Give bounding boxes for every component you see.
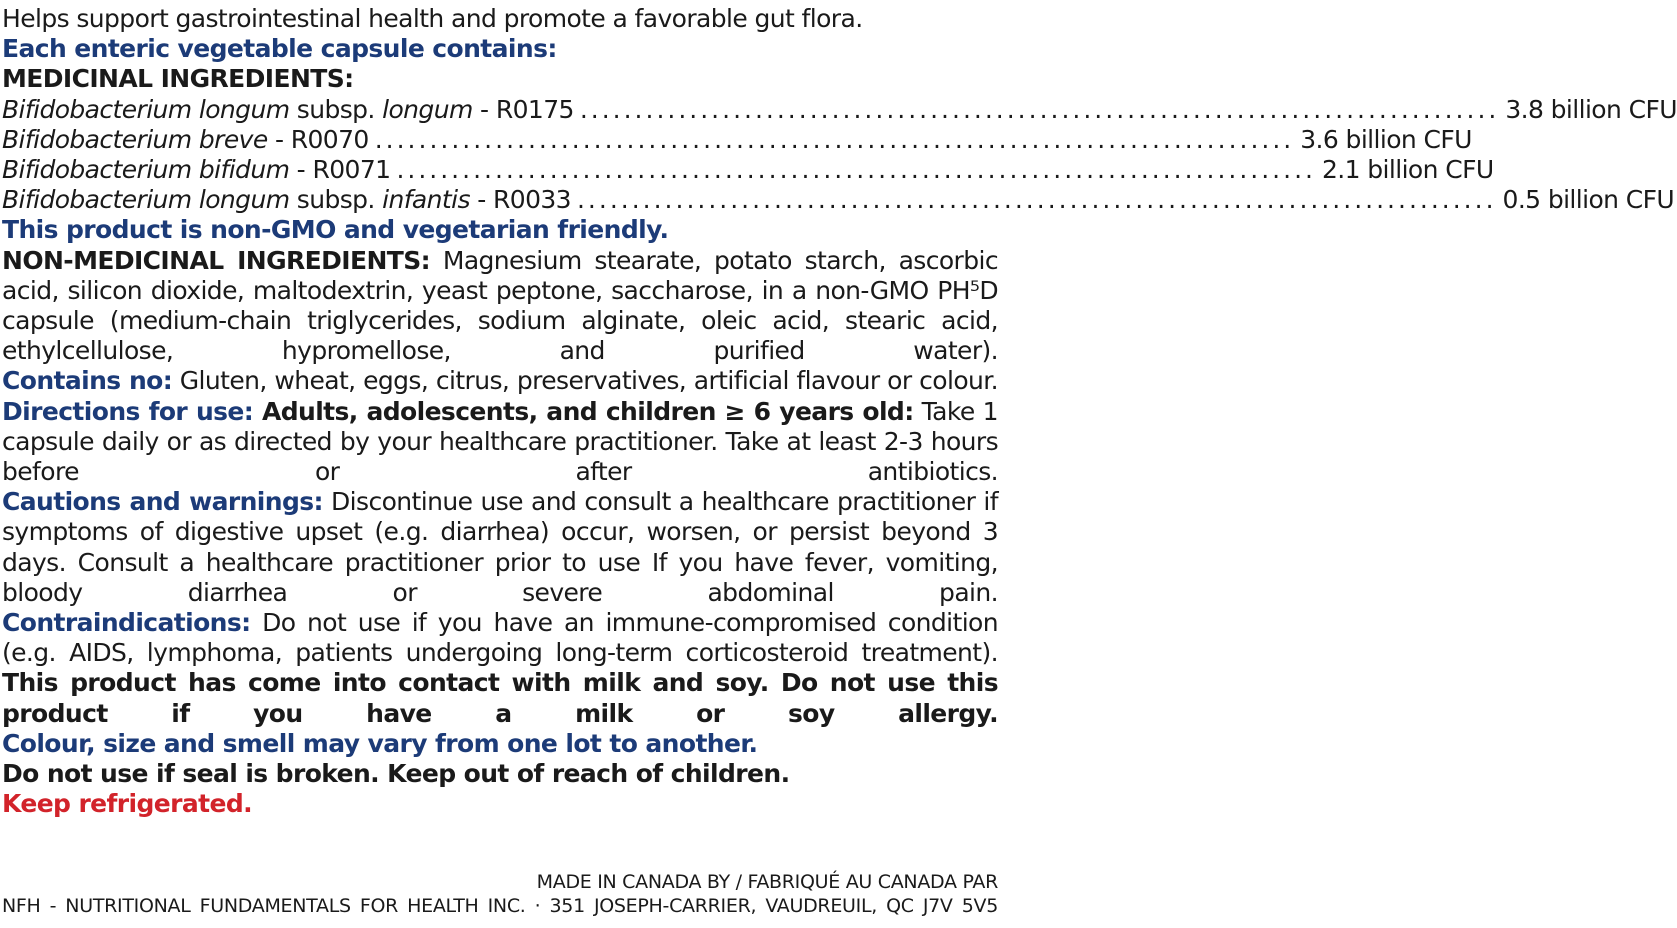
ingredient-row (2, 124, 1472, 155)
contraindications-text: Do not use if you have an immune-compromised condition (e.g. AIDS, lymphoma, patients undergoing long-term corticosteroid treatment). (2, 608, 998, 668)
capsule-heading: Each enteric vegetable capsule contains: (2, 34, 557, 64)
non-medicinal-ingredients (2, 246, 998, 367)
ingredient-row (2, 185, 1675, 215)
variation-statement: Colour, size and smell may vary from one lot to another. (2, 728, 758, 758)
ingredient-quantity: 3.6 billion CFU (1300, 124, 1472, 154)
ingredient-name: Bifidobacterium longum subsp. infantis - R0033 (2, 185, 571, 215)
cautions-text: Discontinue use and consult a healthcare practitioner if symptoms of digestive upset (e.g. diarrhea) occur, worsen, or persist beyond 3 days. Consult a healthcare practitioner prior to use If you have fever, vomiting, bloody diarrhea or severe abdominal pain. (2, 487, 998, 607)
ingredient-name: Bifidobacterium longum subsp. longum - R0175 (2, 94, 574, 124)
manufacturer-footer (2, 870, 998, 918)
medicinal-ingredients-heading: MEDICINAL INGREDIENTS: (2, 64, 354, 94)
non-gmo-statement: This product is non-GMO and vegetarian friendly. (2, 215, 669, 245)
directions-for-use (2, 397, 998, 488)
ingredient-quantity: 3.8 billion CFU (1505, 94, 1677, 124)
dot-leader: .................................................................................... (396, 155, 1316, 185)
ingredient-name: Bifidobacterium bifidum - R0071 (2, 155, 391, 185)
allergy-warning: This product has come into contact with milk and soy. Do not use this product if you have a milk or soy allergy. (2, 668, 998, 728)
ingredient-quantity: 0.5 billion CFU (1502, 185, 1675, 215)
dot-leader: .................................................................................... (576, 185, 1497, 215)
directions-text: Take 1 capsule daily or as directed by your healthcare practitioner. Take at least 2-3 hours before or after antibiotics. (2, 396, 998, 487)
contains-no-text: Gluten, wheat, eggs, citrus, preservatives, artificial flavour or colour. (172, 366, 998, 396)
cautions-and-warnings (2, 487, 998, 608)
product-label (2, 4, 1677, 819)
medicinal-ingredients-list (2, 94, 1677, 216)
ingredient-name: Bifidobacterium breve - R0070 (2, 124, 369, 154)
ingredient-quantity: 2.1 billion CFU (1321, 155, 1494, 185)
cautions-heading: Cautions and warnings: (2, 487, 323, 517)
dot-leader: .................................................................................... (579, 94, 1500, 124)
intro-text: Helps support gastrointestinal health and promote a favorable gut flora. (2, 4, 863, 33)
directions-heading: Directions for use: (2, 396, 254, 426)
contains-no-heading: Contains no: (2, 366, 173, 396)
dot-leader: .................................................................................... (374, 124, 1295, 154)
made-in-canada: MADE IN CANADA BY / FABRIQUÉ AU CANADA PAR (536, 871, 998, 893)
non-medicinal-text: Magnesium stearate, potato starch, ascorbic acid, silicon dioxide, maltodextrin, yeast peptone, saccharose, in a non-GMO PH⁵D capsule (medium-chain triglycerides, sodium alginate, oleic acid, stearic acid, ethylcellulose, hypromellose, and purified water). (2, 245, 999, 366)
ingredient-row (2, 94, 1677, 125)
non-medicinal-heading: NON-MEDICINAL INGREDIENTS: (2, 245, 431, 275)
seal-warning: Do not use if seal is broken. Keep out of reach of children. (2, 759, 790, 789)
contraindications (2, 608, 998, 729)
contraindications-heading: Contraindications: (2, 608, 251, 638)
ingredient-row (2, 155, 1494, 185)
refrigeration-notice: Keep refrigerated. (2, 789, 253, 819)
contains-no (2, 366, 998, 396)
directions-audience: Adults, adolescents, and children ≥ 6 years old: (253, 396, 914, 426)
company-address: NFH - NUTRITIONAL FUNDAMENTALS FOR HEALTH INC. · 351 JOSEPH-CARRIER, VAUDREUIL, QC J7V 5V5 (2, 895, 998, 917)
